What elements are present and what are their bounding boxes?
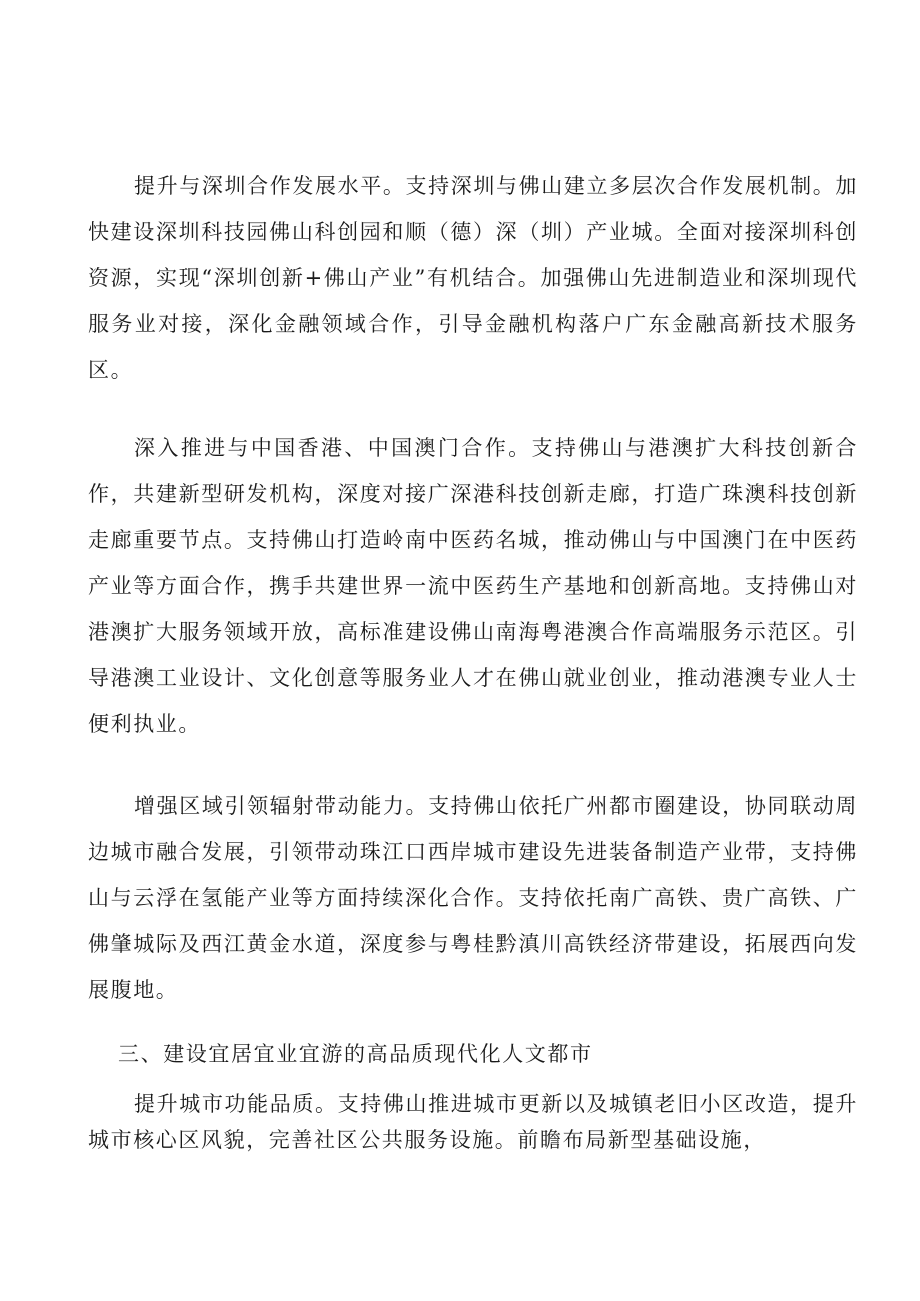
paragraph-city-function: 提升城市功能品质。支持佛山推进城市更新以及城镇老旧小区改造，提升城市核心区风貌，完善社区公共服务设施。前瞻布局新型基础设施，	[88, 1092, 858, 1152]
section-heading: 三、建设宜居宜业宜游的高品质现代化人文都市	[118, 1042, 593, 1066]
paragraph-shenzhen-cooperation: 提升与深圳合作发展水平。支持深圳与佛山建立多层次合作发展机制。加快建设深圳科技园佛山科创园和顺（德）深（圳）产业城。全面对接深圳科创资源，实现“深圳创新+佛山产业”有机结合。加强佛山先进制造业和深圳现代服务业对接，深化金融领域合作，引导金融机构落户广东金融高新技术服务区。	[88, 174, 858, 382]
paragraph-hk-macao-cooperation: 深入推进与中国香港、中国澳门合作。支持佛山与港澳扩大科技创新合作，共建新型研发机构，深度对接广深港科技创新走廊，打造广珠澳科技创新走廊重要节点。支持佛山打造岭南中医药名城，推动佛山与中国澳门在中医药产业等方面合作，携手共建世界一流中医药生产基地和创新高地。支持佛山对港澳扩大服务领域开放，高标准建设佛山南海粤港澳合作高端服务示范区。引导港澳工业设计、文化创意等服务业人才在佛山就业创业，推动港澳专业人士便利执业。	[88, 436, 858, 736]
paragraph-regional-leadership: 增强区域引领辐射带动能力。支持佛山依托广州都市圈建设，协同联动周边城市融合发展，引领带动珠江口西岸城市建设先进装备制造产业带，支持佛山与云浮在氢能产业等方面持续深化合作。支持依托南广高铁、贵广高铁、广佛肇城际及西江黄金水道，深度参与粤桂黔滇川高铁经济带建设，拓展西向发展腹地。	[88, 794, 858, 1002]
